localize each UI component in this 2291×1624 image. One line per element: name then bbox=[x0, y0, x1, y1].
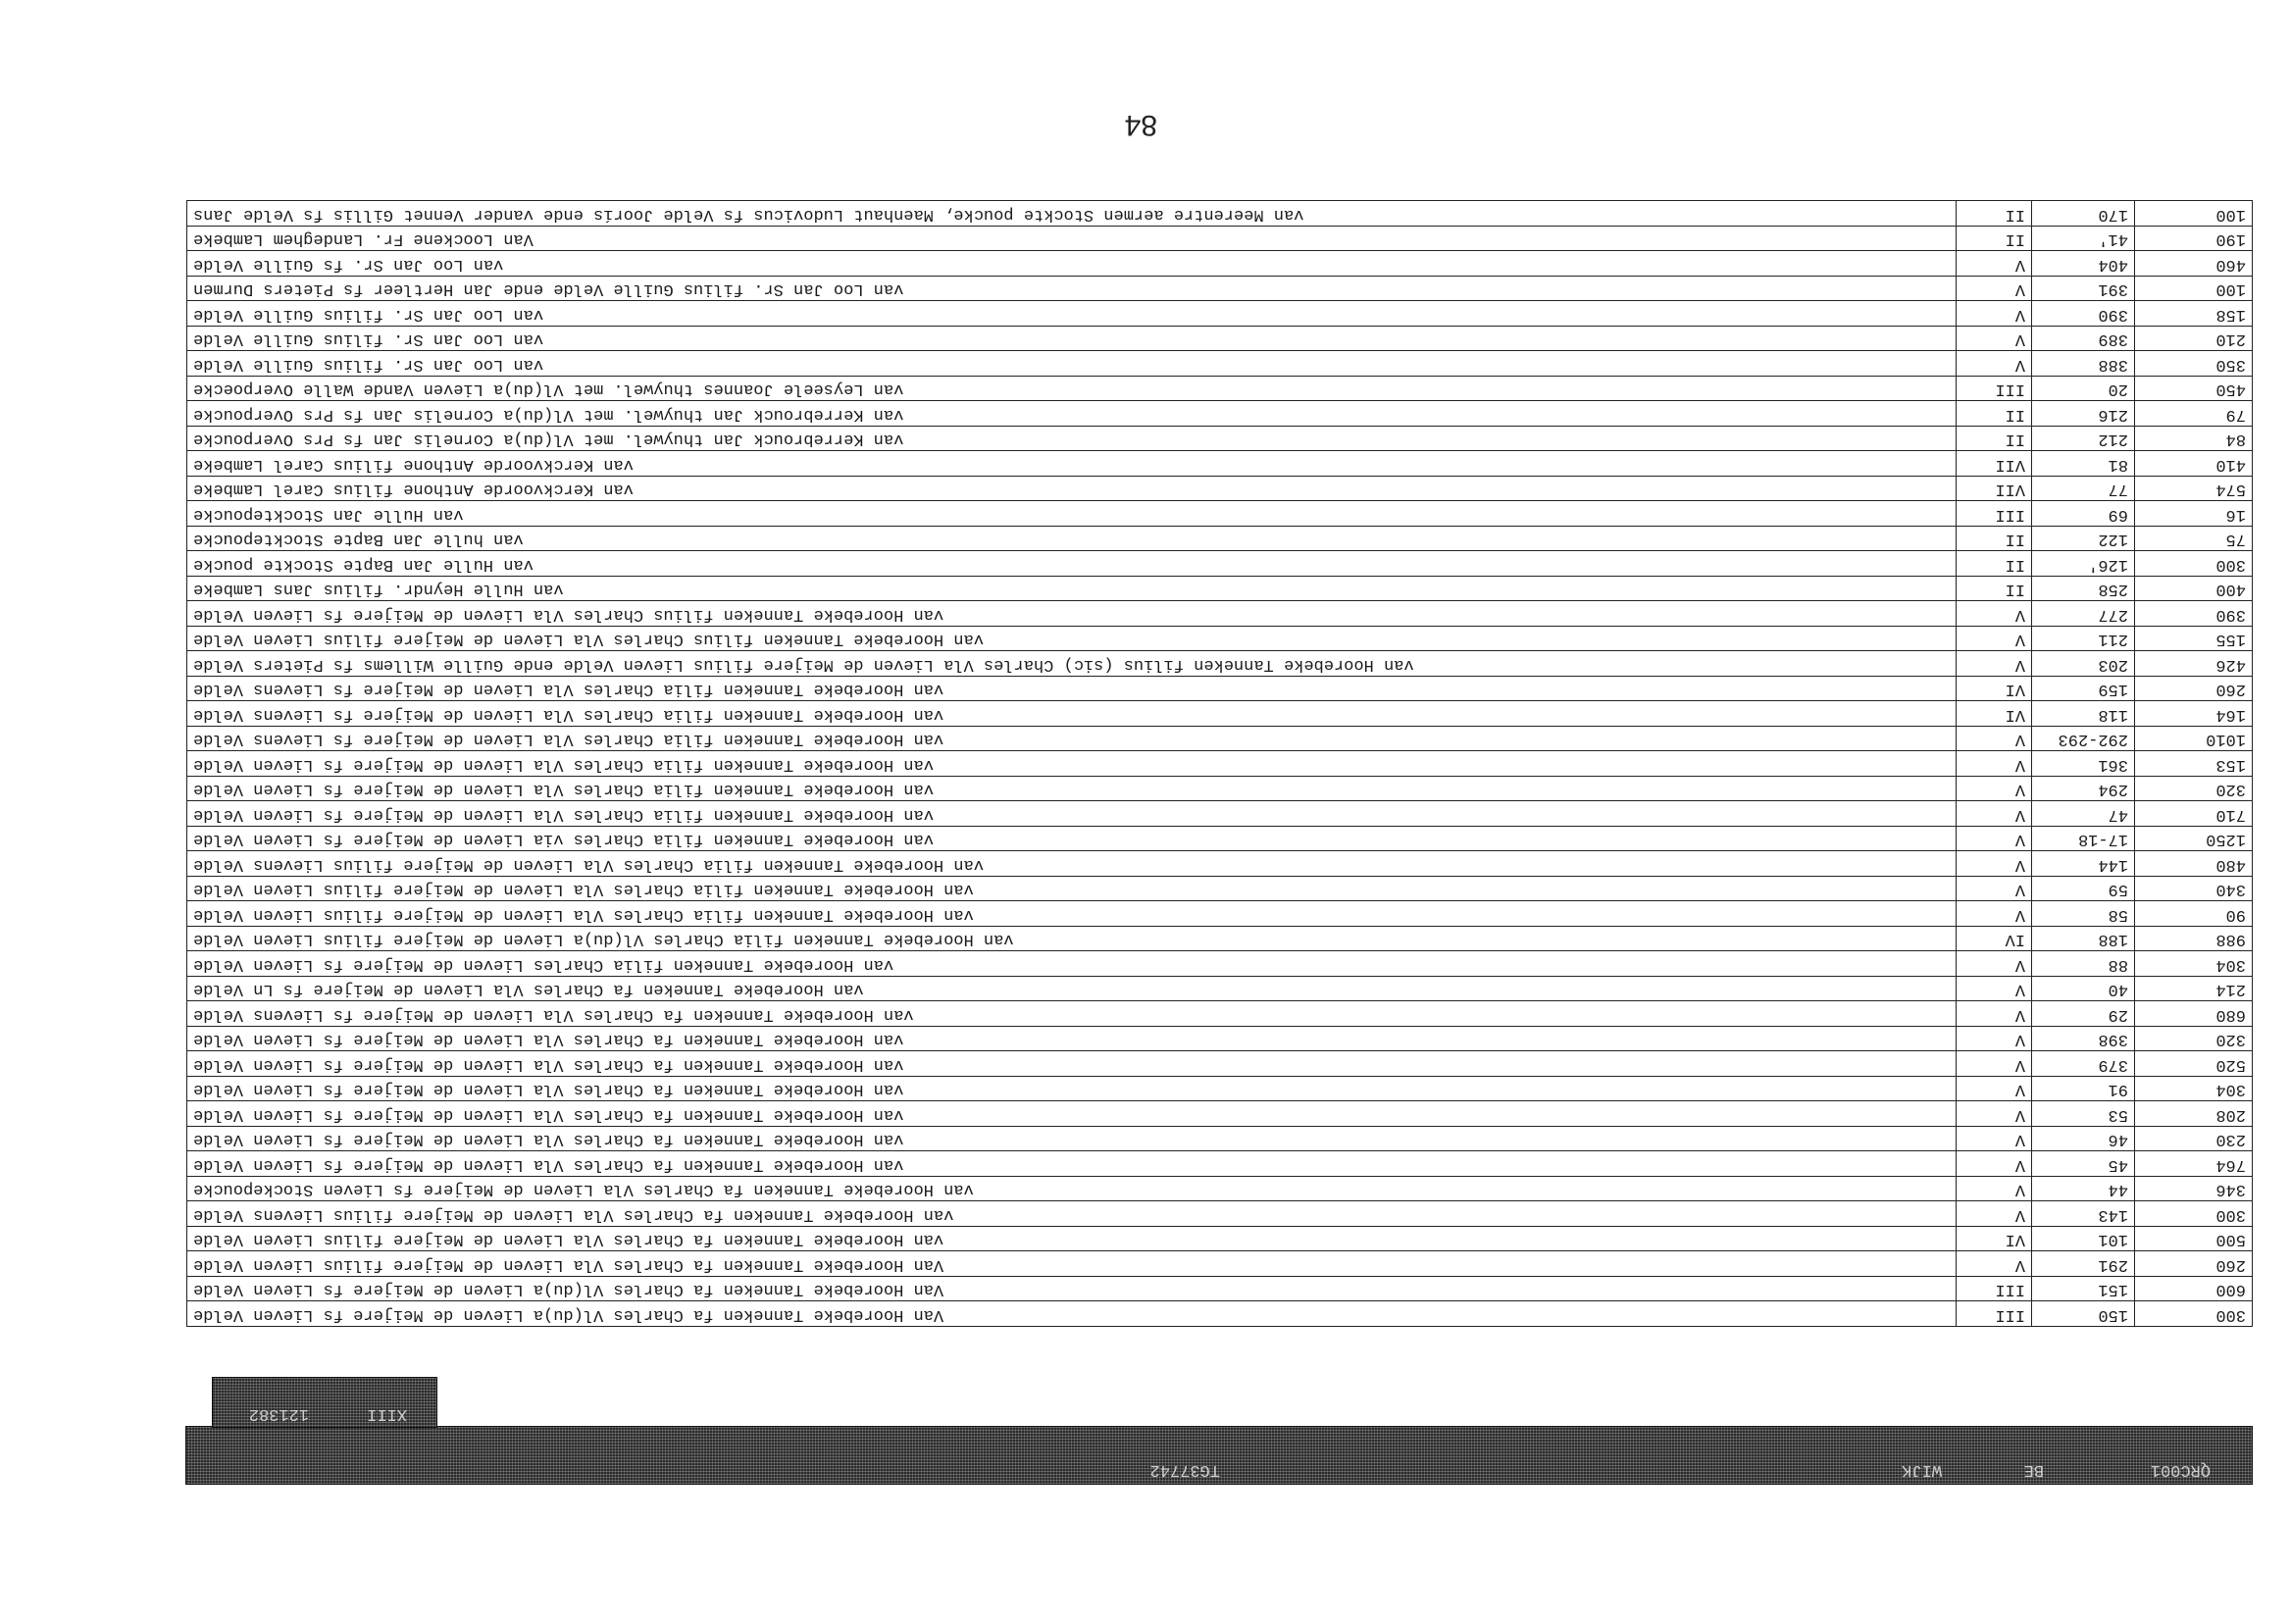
table-row bbox=[187, 251, 2253, 277]
table-row bbox=[187, 601, 2253, 627]
volume-cell: II bbox=[1957, 401, 2032, 427]
page-cell: 58 bbox=[2032, 901, 2135, 927]
page-cell: 151 bbox=[2032, 1277, 2135, 1302]
table-row bbox=[187, 277, 2253, 302]
page-cell: 47 bbox=[2032, 801, 2135, 827]
table-row bbox=[187, 727, 2253, 752]
table-row bbox=[187, 677, 2253, 702]
table-row bbox=[187, 701, 2253, 727]
page-cell: 77 bbox=[2032, 477, 2135, 502]
table-row bbox=[187, 951, 2253, 977]
table-row bbox=[187, 451, 2253, 477]
records-table bbox=[186, 201, 2253, 1328]
name-cell: van Hoorebeke Tanneken filia Charles Vl(du)a Lieven de Meijere filius Lieven Velde bbox=[187, 927, 1957, 952]
name-cell: van Kerckvoorde Anthone filius Carel Lambeke bbox=[187, 451, 1957, 477]
volume-cell: V bbox=[1957, 651, 2032, 677]
name-cell: van hulle Jan Bapte Stocktepoucke bbox=[187, 527, 1957, 552]
page-cell: 390 bbox=[2032, 301, 2135, 327]
volume-cell: V bbox=[1957, 801, 2032, 827]
volume-cell: V bbox=[1957, 777, 2032, 802]
volume-cell: V bbox=[1957, 277, 2032, 302]
value-cell: 158 bbox=[2135, 301, 2253, 327]
page-cell: 122 bbox=[2032, 527, 2135, 552]
table-row bbox=[187, 751, 2253, 777]
value-cell: 230 bbox=[2135, 1127, 2253, 1152]
page-cell: 277 bbox=[2032, 601, 2135, 627]
value-cell: 208 bbox=[2135, 1101, 2253, 1127]
table-row bbox=[187, 1151, 2253, 1177]
volume-cell: V bbox=[1957, 1101, 2032, 1127]
page-cell: 118 bbox=[2032, 701, 2135, 727]
table-row bbox=[187, 627, 2253, 652]
table-row bbox=[187, 1051, 2253, 1077]
table-row bbox=[187, 927, 2253, 952]
name-cell: van Hoorebeke Tanneken fa Charles Vla Lieven de Meijere fs Ln Velde bbox=[187, 977, 1957, 1002]
volume-cell: V bbox=[1957, 877, 2032, 902]
table-row bbox=[187, 1201, 2253, 1227]
page-cell: 291 bbox=[2032, 1251, 2135, 1277]
volume-cell: II bbox=[1957, 227, 2032, 252]
volume-cell: II bbox=[1957, 427, 2032, 452]
value-cell: 320 bbox=[2135, 777, 2253, 802]
volume-cell: II bbox=[1957, 201, 2032, 227]
value-cell: 346 bbox=[2135, 1177, 2253, 1202]
table-row bbox=[187, 351, 2253, 377]
name-cell: van Hoorebeke Tanneken fa Charles Vla Lieven de Meijere fs Lieven Velde bbox=[187, 1151, 1957, 1177]
value-cell: 710 bbox=[2135, 801, 2253, 827]
table-row bbox=[187, 1101, 2253, 1127]
name-cell: van Hoorebeke Tanneken filia Charles Vla Lieven de Meijere fs Lieven Velde bbox=[187, 777, 1957, 802]
header-code: QRC001 bbox=[2150, 1460, 2211, 1479]
table-row bbox=[187, 501, 2253, 527]
name-cell: van Hulle Heyndr. filius Jans Lambeke bbox=[187, 577, 1957, 602]
value-cell: 764 bbox=[2135, 1151, 2253, 1177]
volume-cell: V bbox=[1957, 351, 2032, 377]
volume-cell: V bbox=[1957, 851, 2032, 877]
value-cell: 100 bbox=[2135, 201, 2253, 227]
page-cell: 126' bbox=[2032, 551, 2135, 577]
value-cell: 300 bbox=[2135, 1301, 2253, 1327]
table-row bbox=[187, 1001, 2253, 1027]
table-row bbox=[187, 827, 2253, 852]
volume-cell: V bbox=[1957, 751, 2032, 777]
header-code: XIII bbox=[367, 1404, 407, 1423]
table-row bbox=[187, 801, 2253, 827]
value-cell: 164 bbox=[2135, 701, 2253, 727]
volume-cell: VII bbox=[1957, 451, 2032, 477]
value-cell: 214 bbox=[2135, 977, 2253, 1002]
volume-cell: III bbox=[1957, 501, 2032, 527]
volume-cell: V bbox=[1957, 1151, 2032, 1177]
table-row bbox=[187, 527, 2253, 552]
volume-cell: V bbox=[1957, 977, 2032, 1002]
table-row bbox=[187, 1027, 2253, 1052]
table-row bbox=[187, 201, 2253, 227]
value-cell: 426 bbox=[2135, 651, 2253, 677]
table-row bbox=[187, 1077, 2253, 1102]
page-cell: 203 bbox=[2032, 651, 2135, 677]
value-cell: 680 bbox=[2135, 1001, 2253, 1027]
volume-cell: V bbox=[1957, 1001, 2032, 1027]
name-cell: van Loo Jan Sr. fs Guille Velde bbox=[187, 251, 1957, 277]
value-cell: 16 bbox=[2135, 501, 2253, 527]
volume-cell: V bbox=[1957, 1201, 2032, 1227]
page-cell: 44 bbox=[2032, 1177, 2135, 1202]
name-cell: van Hoorebeke Tanneken filia Charles Vla Lieven de Meijere fs Lieven Velde bbox=[187, 801, 1957, 827]
page-cell: 258 bbox=[2032, 577, 2135, 602]
table-row bbox=[187, 1277, 2253, 1302]
table-row bbox=[187, 377, 2253, 402]
value-cell: 153 bbox=[2135, 751, 2253, 777]
page-number: 84 bbox=[1124, 109, 1157, 141]
name-cell: van Kerrebrouck Jan thuywel. met Vl(du)a Cornelis Jan fs Prs Overpoucke bbox=[187, 427, 1957, 452]
page-cell: 294 bbox=[2032, 777, 2135, 802]
volume-cell: IV bbox=[1957, 927, 2032, 952]
table-row bbox=[187, 301, 2253, 327]
page-cell: 45 bbox=[2032, 1151, 2135, 1177]
table-row bbox=[187, 851, 2253, 877]
name-cell: van Hoorebeke Tanneken fa Charles Vla Lieven de Meijere filius Lieven Velde bbox=[187, 1227, 1957, 1252]
volume-cell: V bbox=[1957, 727, 2032, 752]
value-cell: 155 bbox=[2135, 627, 2253, 652]
table-row bbox=[187, 477, 2253, 502]
value-cell: 300 bbox=[2135, 551, 2253, 577]
table-row bbox=[187, 901, 2253, 927]
volume-cell: V bbox=[1957, 627, 2032, 652]
page-cell: 88 bbox=[2032, 951, 2135, 977]
volume-cell: V bbox=[1957, 951, 2032, 977]
volume-cell: V bbox=[1957, 1077, 2032, 1102]
page-cell: 144 bbox=[2032, 851, 2135, 877]
page-cell: 211 bbox=[2032, 627, 2135, 652]
page-cell: 53 bbox=[2032, 1101, 2135, 1127]
value-cell: 300 bbox=[2135, 1201, 2253, 1227]
table-row bbox=[187, 1127, 2253, 1152]
value-cell: 90 bbox=[2135, 901, 2253, 927]
name-cell: van Hoorebeke Tanneken filius (sic) Charles Vla Lieven de Meijere filius Lieven Velde ende Guille Willems fs Pieters Velde bbox=[187, 651, 1957, 677]
volume-cell: V bbox=[1957, 901, 2032, 927]
volume-cell: VII bbox=[1957, 477, 2032, 502]
value-cell: 260 bbox=[2135, 677, 2253, 702]
name-cell: Van Hoorebeke Tanneken fa Charles Vl(du)a Lieven de Meijere fs Lieven Velde bbox=[187, 1277, 1957, 1302]
value-cell: 520 bbox=[2135, 1051, 2253, 1077]
table-row bbox=[187, 227, 2253, 252]
value-cell: 100 bbox=[2135, 277, 2253, 302]
volume-cell: VI bbox=[1957, 1227, 2032, 1252]
value-cell: 190 bbox=[2135, 227, 2253, 252]
name-cell: Van Hoorebeke Tanneken fa Charles Vla Lieven de Meijere filius Lieven Velde bbox=[187, 1251, 1957, 1277]
table-row bbox=[187, 1251, 2253, 1277]
table-row bbox=[187, 651, 2253, 677]
name-cell: van Hoorebeke Tanneken filia Charles Lieven de Meijere fs Lieven Velde bbox=[187, 951, 1957, 977]
page-cell: 29 bbox=[2032, 1001, 2135, 1027]
value-cell: 460 bbox=[2135, 251, 2253, 277]
name-cell: van Loo Jan Sr. filius Guille Velde bbox=[187, 301, 1957, 327]
name-cell: van Hoorebeke Tanneken fa Charles Vla Lieven de Meijere fs Lieven Velde bbox=[187, 1051, 1957, 1077]
value-cell: 500 bbox=[2135, 1227, 2253, 1252]
page-cell: 159 bbox=[2032, 677, 2135, 702]
value-cell: 260 bbox=[2135, 1251, 2253, 1277]
page-cell: 91 bbox=[2032, 1077, 2135, 1102]
table-row bbox=[187, 1177, 2253, 1202]
volume-cell: V bbox=[1957, 1251, 2032, 1277]
page-cell: 81 bbox=[2032, 451, 2135, 477]
volume-cell: III bbox=[1957, 1277, 2032, 1302]
volume-cell: V bbox=[1957, 1127, 2032, 1152]
name-cell: van Hoorebeke Tanneken filia Charles via Lieven de Meijere fs Lieven Velde bbox=[187, 827, 1957, 852]
value-cell: 450 bbox=[2135, 377, 2253, 402]
table-row bbox=[187, 577, 2253, 602]
value-cell: 304 bbox=[2135, 951, 2253, 977]
volume-cell: V bbox=[1957, 1027, 2032, 1052]
page-cell: 101 bbox=[2032, 1227, 2135, 1252]
name-cell: van Hoorebeke Tanneken fa Charles Vla Lieven de Meijere filius Lievens Velde bbox=[187, 1201, 1957, 1227]
page-cell: 69 bbox=[2032, 501, 2135, 527]
value-cell: 390 bbox=[2135, 601, 2253, 627]
volume-cell: V bbox=[1957, 301, 2032, 327]
value-cell: 84 bbox=[2135, 427, 2253, 452]
volume-cell: VI bbox=[1957, 701, 2032, 727]
volume-cell: V bbox=[1957, 327, 2032, 352]
table-row bbox=[187, 977, 2253, 1002]
table-row bbox=[187, 327, 2253, 352]
volume-cell: VI bbox=[1957, 677, 2032, 702]
value-cell: 79 bbox=[2135, 401, 2253, 427]
table-row bbox=[187, 1301, 2253, 1327]
header-code: BE bbox=[2023, 1460, 2044, 1479]
page-cell: 17-18 bbox=[2032, 827, 2135, 852]
volume-cell: III bbox=[1957, 1301, 2032, 1327]
volume-cell: V bbox=[1957, 601, 2032, 627]
table-row bbox=[187, 777, 2253, 802]
name-cell: van Hoorebeke Tanneken fa Charles Vla Lieven de Meijere fs Lieven Velde bbox=[187, 1101, 1957, 1127]
name-cell: van Hoorebeke Tanneken filia Charles Vla Lieven de Meijere fs Lievens Velde bbox=[187, 677, 1957, 702]
name-cell: van Hoorebeke Tanneken filia Charles Vla Lieven de Meijere filius Lievens Velde bbox=[187, 851, 1957, 877]
page-cell: 388 bbox=[2032, 351, 2135, 377]
value-cell: 320 bbox=[2135, 1027, 2253, 1052]
value-cell: 340 bbox=[2135, 877, 2253, 902]
page-cell: 150 bbox=[2032, 1301, 2135, 1327]
name-cell: van Hoorebeke Tanneken filia Charles Vla Lieven de Meijere filius Lieven Velde bbox=[187, 901, 1957, 927]
table-row bbox=[187, 401, 2253, 427]
name-cell: van Hoorebeke Tanneken fa Charles Vla Lieven de Meijere fs Lieven Velde bbox=[187, 1027, 1957, 1052]
name-cell: Van Loockene Fr. Landeghem Lambeke bbox=[187, 227, 1957, 252]
page-cell: 389 bbox=[2032, 327, 2135, 352]
value-cell: 600 bbox=[2135, 1277, 2253, 1302]
table-row bbox=[187, 427, 2253, 452]
page-cell: 292-293 bbox=[2032, 727, 2135, 752]
volume-cell: II bbox=[1957, 551, 2032, 577]
value-cell: 480 bbox=[2135, 851, 2253, 877]
name-cell: Van Hoorebeke Tanneken fa Charles Vl(du)a Lieven de Meijere fs Lieven Velde bbox=[187, 1301, 1957, 1327]
name-cell: van Kerrebrouck Jan thuywel. met Vl(du)a Cornelis Jan fs Prs Overpoucke bbox=[187, 401, 1957, 427]
name-cell: van Hoorebeke Tanneken fa Charles Vla Lieven de Meijere fs Lieven Velde bbox=[187, 1077, 1957, 1102]
value-cell: 210 bbox=[2135, 327, 2253, 352]
volume-cell: V bbox=[1957, 1177, 2032, 1202]
value-cell: 75 bbox=[2135, 527, 2253, 552]
page-cell: 46 bbox=[2032, 1127, 2135, 1152]
name-cell: van Kerckvoorde Anthone filius Carel Lambeke bbox=[187, 477, 1957, 502]
page-cell: 361 bbox=[2032, 751, 2135, 777]
value-cell: 1010 bbox=[2135, 727, 2253, 752]
name-cell: van Hoorebeke Tanneken filia Charles Vla Lieven de Meijere fs Lieven Velde bbox=[187, 751, 1957, 777]
value-cell: 574 bbox=[2135, 477, 2253, 502]
page-cell: 404 bbox=[2032, 251, 2135, 277]
volume-cell: II bbox=[1957, 527, 2032, 552]
page-cell: 170 bbox=[2032, 201, 2135, 227]
name-cell: van Loo Jan Sr. filius Guille Velde bbox=[187, 351, 1957, 377]
header-code: WIJK bbox=[1902, 1460, 1942, 1479]
page-cell: 188 bbox=[2032, 927, 2135, 952]
records-body bbox=[187, 201, 2253, 1327]
name-cell: van Hoorebeke Tanneken fa Charles Vla Lieven de Meijere fs Lievens Velde bbox=[187, 1001, 1957, 1027]
name-cell: van Leyseele Joannes thuywel. met Vl(du)a Lieven Vande Walle Overpoecke bbox=[187, 377, 1957, 402]
table-row bbox=[187, 877, 2253, 902]
name-cell: van Meerentre aermen Stockte poucke, Maenhaut Ludovicus fs Velde Joorís ende vander Vennet Gillis fs Velde Jans bbox=[187, 201, 1957, 227]
page-cell: 59 bbox=[2032, 877, 2135, 902]
value-cell: 410 bbox=[2135, 451, 2253, 477]
page-cell: 40 bbox=[2032, 977, 2135, 1002]
page-cell: 398 bbox=[2032, 1027, 2135, 1052]
name-cell: van Hoorebeke Tanneken filia Charles Vla Lieven de Meijere fs Lievens Velde bbox=[187, 701, 1957, 727]
volume-cell: V bbox=[1957, 251, 2032, 277]
name-cell: van Hoorebeke Tanneken filius Charles Vla Lieven de Meijere fs Lieven Velde bbox=[187, 601, 1957, 627]
value-cell: 988 bbox=[2135, 927, 2253, 952]
page-cell: 379 bbox=[2032, 1051, 2135, 1077]
name-cell: van Hoorebeke Tanneken filius Charles Vla Lieven de Meijere filius Lieven Velde bbox=[187, 627, 1957, 652]
value-cell: 1250 bbox=[2135, 827, 2253, 852]
volume-cell: V bbox=[1957, 1051, 2032, 1077]
page-cell: 212 bbox=[2032, 427, 2135, 452]
volume-cell: V bbox=[1957, 827, 2032, 852]
volume-cell: II bbox=[1957, 577, 2032, 602]
name-cell: van Hoorebeke Tanneken fa Charles Vla Lieven de Meijere fs Lieven Stockepoucke bbox=[187, 1177, 1957, 1202]
header-code: 121382 bbox=[248, 1404, 309, 1423]
name-cell: van Loo Jan Sr. filius Guille Velde ende Jan Hertleer fs Pieters Durmen bbox=[187, 277, 1957, 302]
header-code: TG37742 bbox=[1149, 1460, 1220, 1479]
header-bar bbox=[185, 1426, 2253, 1485]
page-cell: 41' bbox=[2032, 227, 2135, 252]
name-cell: van Hulle Jan Stocktepoucke bbox=[187, 501, 1957, 527]
table-row bbox=[187, 551, 2253, 577]
value-cell: 400 bbox=[2135, 577, 2253, 602]
name-cell: van Loo Jan Sr. filius Guille Velde bbox=[187, 327, 1957, 352]
header-sub-bar bbox=[212, 1377, 437, 1428]
name-cell: van Hoorebeke Tanneken filia Charles Vla Lieven de Meijere fs Lievens Velde bbox=[187, 727, 1957, 752]
volume-cell: III bbox=[1957, 377, 2032, 402]
page-cell: 143 bbox=[2032, 1201, 2135, 1227]
page-cell: 391 bbox=[2032, 277, 2135, 302]
value-cell: 350 bbox=[2135, 351, 2253, 377]
table-row bbox=[187, 1227, 2253, 1252]
value-cell: 304 bbox=[2135, 1077, 2253, 1102]
name-cell: van Hoorebeke Tanneken fa Charles Vla Lieven de Meijere fs Lieven Velde bbox=[187, 1127, 1957, 1152]
name-cell: van Hoorebeke Tanneken filia Charles Vla Lieven de Meijere filius Lieven Velde bbox=[187, 877, 1957, 902]
page-cell: 216 bbox=[2032, 401, 2135, 427]
page-cell: 20 bbox=[2032, 377, 2135, 402]
name-cell: van Hulle Jan Bapte Stockte poucke bbox=[187, 551, 1957, 577]
